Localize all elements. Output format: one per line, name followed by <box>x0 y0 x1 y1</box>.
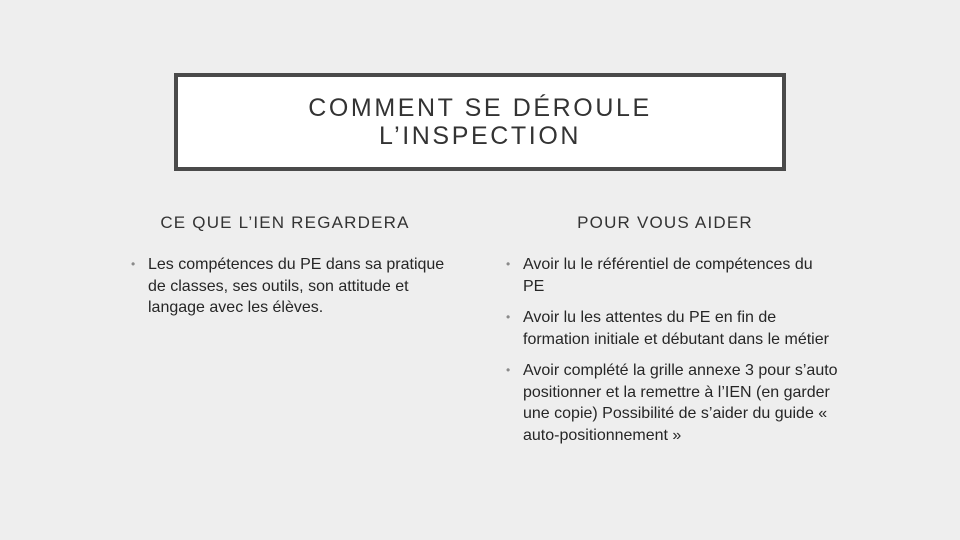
bullet-text: Avoir complété la grille annexe 3 pour s’auto positionner et la remettre à l’IEN (en garder une copie) Possibilité de s’aider du guide « auto-positionnement » <box>523 362 838 444</box>
right-bullet-list <box>506 254 838 446</box>
slide-title-line-1: COMMENT SE DÉROULE <box>308 94 652 122</box>
bullet-text: Avoir lu le référentiel de compétences du PE <box>523 256 813 295</box>
list-item <box>506 254 838 297</box>
slide-title-line-2: L’INSPECTION <box>378 122 582 150</box>
bullet-text: Avoir lu les attentes du PE en fin de formation initiale et débutant dans le métier <box>523 309 829 348</box>
bullet-icon: • <box>506 363 511 377</box>
bullet-icon: • <box>506 310 511 324</box>
list-item <box>506 307 838 350</box>
bullet-icon: • <box>131 257 136 271</box>
list-item <box>131 254 446 319</box>
right-column-heading: POUR VOUS AIDER <box>577 213 753 232</box>
title-box <box>174 73 786 171</box>
list-item <box>506 360 838 446</box>
bullet-text: Les compétences du PE dans sa pratique de classes, ses outils, son attitude et langage avec les élèves. <box>148 256 445 316</box>
left-column-heading: CE QUE L’IEN REGARDERA <box>160 213 410 232</box>
left-bullet-list <box>131 254 446 319</box>
bullet-icon: • <box>506 257 511 271</box>
